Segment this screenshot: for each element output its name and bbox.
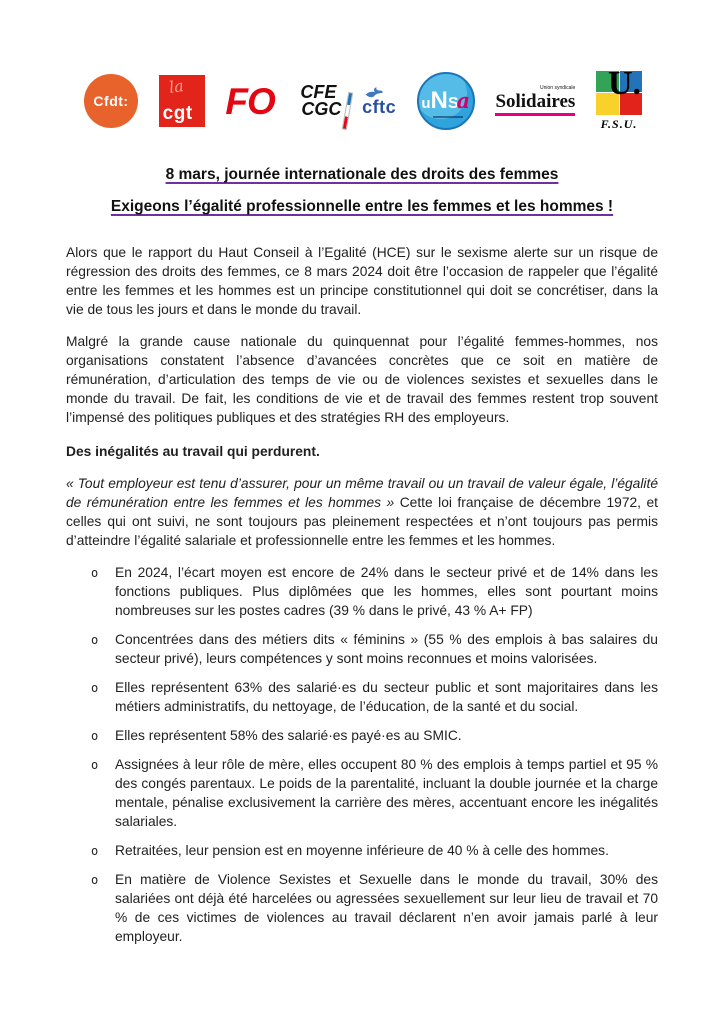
unsa-letter-u: u: [421, 95, 431, 112]
cfdt-logo-label: Cfdt:: [93, 93, 129, 109]
cgt-logo: [159, 75, 205, 127]
bullet-marker: o: [91, 844, 99, 858]
cgt-logo-icon: [159, 75, 205, 127]
union-logos-row: [84, 64, 642, 132]
page-title-text: 8 mars, journée internationale des droits des femmes: [165, 166, 559, 183]
cfe-cgc-logo-line2: CGC: [301, 99, 342, 119]
list-item: [66, 726, 658, 745]
list-item-text: Elles représentent 58% des salarié·es payé·es au SMIC.: [115, 728, 462, 743]
fo-logo-label: FO: [225, 80, 275, 122]
inequality-bullet-list: [66, 563, 658, 946]
page-subtitle-text: Exigeons l’égalité professionnelle entre les femmes et les hommes !: [110, 198, 614, 215]
solidaires-tagline: Union syndicale: [540, 84, 576, 91]
paragraph-1: Alors que le rapport du Haut Conseil à l’Egalité (HCE) sur le sexisme alerte sur un risque de régression des droits des femmes, ce 8 mars 2024 doit être l’occasion de rappeler que l’égalité entre les femmes et les hommes est un principe constitutionnel qui doit se concrétiser, dans la vie de tous les jours et dans le monde du travail.: [66, 245, 658, 317]
bullet-marker: o: [91, 873, 99, 887]
cfe-cgc-logo-line1: CFE: [300, 81, 337, 102]
unsa-letter-n: N: [430, 87, 448, 114]
page-title: [0, 166, 724, 184]
cftc-logo: [362, 86, 396, 116]
list-item-text: Retraitées, leur pension est en moyenne inférieure de 40 % à celle des hommes.: [115, 843, 609, 858]
solidaires-logo: [495, 86, 575, 117]
unsa-subtext-line: [433, 116, 463, 118]
page-subtitle: [0, 198, 724, 216]
list-item: [66, 870, 658, 946]
list-item-text: En matière de Violence Sexistes et Sexuelle dans le monde du travail, 30% des salariées ont déjà été harcelées ou agressées sexuellement sur leur lieu de travail et 70 % de ces victimes de violences au travail déclarent n’en avoir jamais parlé à leur employeur.: [115, 872, 658, 944]
list-item: [66, 563, 658, 620]
list-item: [66, 841, 658, 860]
list-item-text: En 2024, l’écart moyen est encore de 24% dans le secteur privé et de 14% dans les fonctions publiques. Plus diplômées que les hommes, elles sont pourtant moins nombreuses sur les postes cadres (39 % dans le privé, 43 % A+ FP): [115, 565, 658, 618]
unsa-logo: [417, 72, 475, 130]
bullet-marker: o: [91, 633, 99, 647]
fsu-logo: [596, 64, 642, 132]
cfe-cgc-logo: [295, 81, 342, 119]
paragraph-2: Malgré la grande cause nationale du quinquennat pour l’égalité femmes-hommes, nos organisations constatent l’absence d’avancées concrètes que ce soit en matière de rémunération, d’articulation des temps de vie ou de violences sexistes et sexuelles dans le monde du travail. De fait, les conditions de vie et de travail des femmes restent trop souvent l’impensé des politiques publiques et des stratégies RH des employeurs.: [66, 334, 658, 425]
fsu-logo-label: F.S.U.: [600, 116, 638, 131]
bullet-marker: o: [91, 566, 99, 580]
bullet-marker: o: [91, 758, 99, 772]
list-item: [66, 755, 658, 831]
unsa-logo-icon: [417, 72, 475, 130]
document-body: [0, 243, 724, 946]
list-item: [66, 630, 658, 668]
list-item-text: Elles représentent 63% des salarié·es du secteur public et sont majoritaires dans les métiers administratifs, du nettoyage, de l’éducation, de la santé et du social.: [115, 680, 658, 714]
bullet-marker: o: [91, 681, 99, 695]
list-item-text: Assignées à leur rôle de mère, elles occupent 80 % des emplois à temps partiel et 95 % des congés parentaux. Le poids de la parentalité, incluant la double journée et la charge mentale, pénalise exclusivement la carrière des mères, accentuant encore les inégalités salariales.: [115, 757, 658, 829]
solidaires-underline: [495, 113, 575, 116]
cftc-logo-label: cftc: [362, 97, 397, 117]
quote-italic-text: « Tout employeur est tenu d’assurer, pour un même travail ou un travail de valeur égale, l’égalité de rémunération entre les femmes et les hommes »: [66, 476, 658, 510]
cfdt-logo: [84, 74, 138, 128]
quote-rest-text: Cette loi française de décembre 1972, et celles qui ont suivi, ne sont toujours pas pleinement respectées et n’ont toujours pas permis d’atteindre l’égalité salariale et professionnelle entre les femmes et les hommes.: [66, 495, 658, 548]
fo-logo: [225, 80, 275, 122]
unsa-letter-s: S: [447, 95, 459, 112]
cfe-cgc-tricolor-stripe-icon: [342, 92, 354, 130]
list-item: [66, 678, 658, 716]
paragraph-quote: [66, 474, 658, 550]
unsa-logo-letters: [421, 89, 470, 113]
fsu-logo-letter: U.: [608, 64, 642, 102]
fsu-logo-icon: [596, 64, 642, 115]
cgt-logo-script: la: [167, 76, 185, 97]
cgt-logo-label: cgt: [162, 103, 193, 124]
list-item-text: Concentrées dans des métiers dits « féminins » (55 % des emplois à bas salaires du secteur privé), leurs compétences y sont moins reconnues et moins valorisées.: [115, 632, 658, 666]
unsa-letter-a: a: [456, 88, 471, 113]
bullet-marker: o: [91, 729, 99, 743]
solidaires-logo-label: Solidaires: [495, 91, 576, 113]
cfdt-logo-icon: [84, 74, 138, 128]
section-heading: Des inégalités au travail qui perdurent.: [66, 444, 320, 459]
